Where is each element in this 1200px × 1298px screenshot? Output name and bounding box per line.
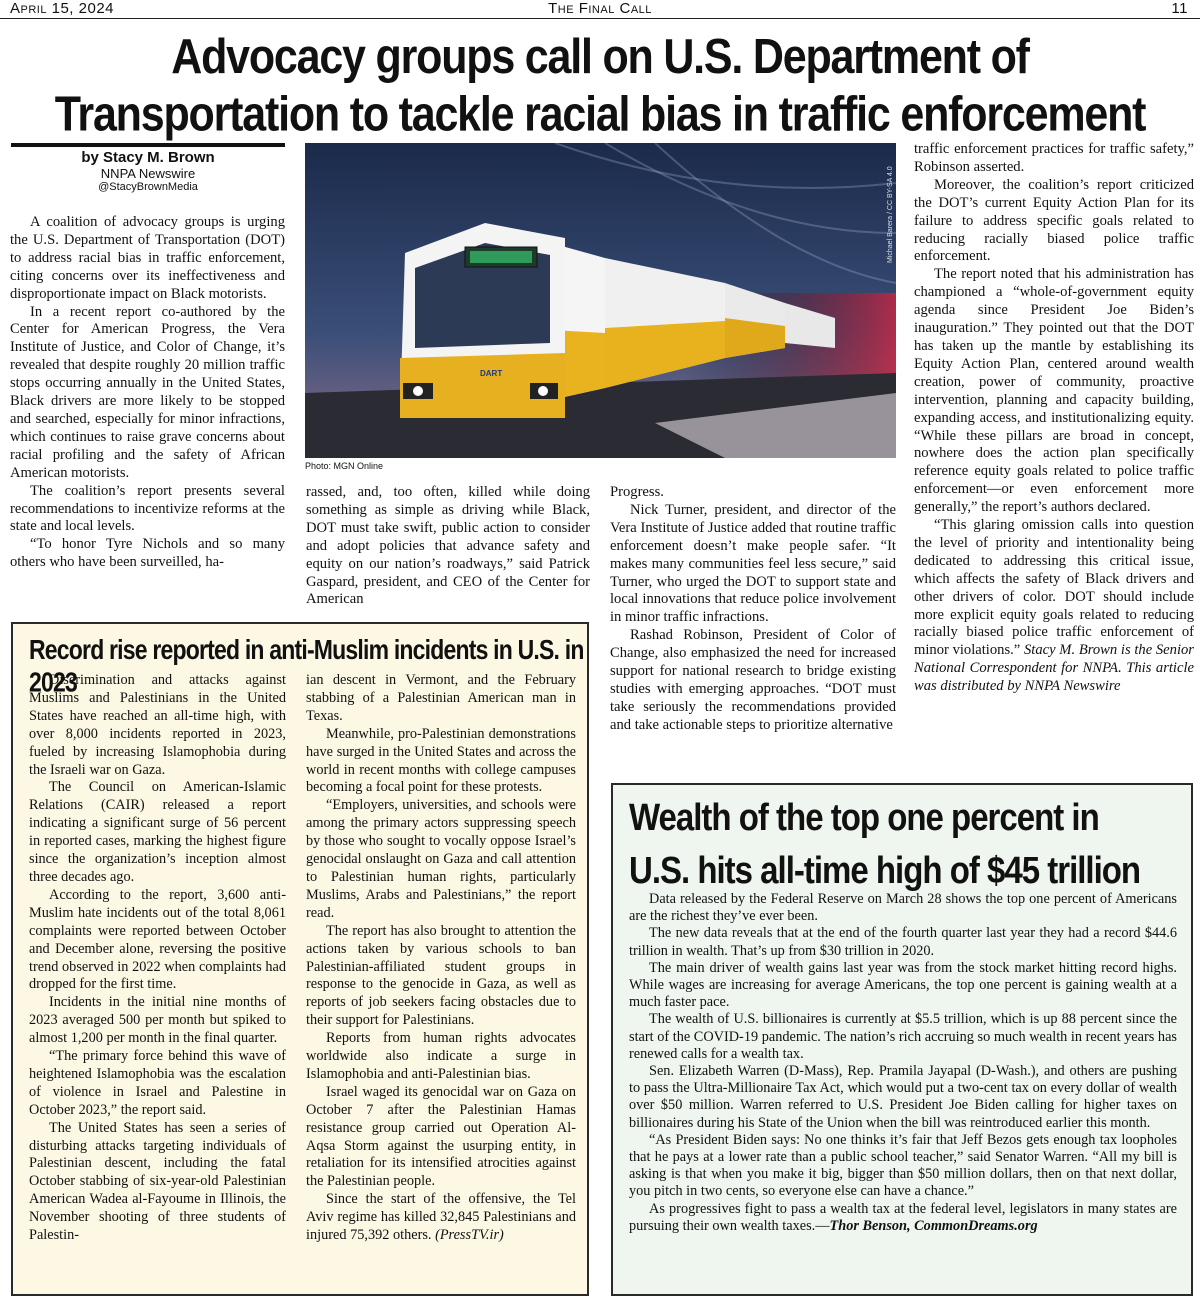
- article-paragraph: A coalition of advocacy groups is urging the U.S. Department of Transportation (DOT) to address racial bias in traffic enforcement, citing concerns over its ineffectiveness and disproportionate impact on Black motorists.: [10, 214, 285, 302]
- article-paragraph: Rashad Robinson, President of Color of Change, also emphasized the need for increased support for national research to bridge existing studies with emerging approaches. “DOT must take seriously the recommendations provided and take actionable steps to prioritize alternative: [610, 627, 896, 733]
- train-sign: DART: [480, 369, 503, 378]
- headline-line-1: Advocacy groups call on U.S. Department of: [171, 29, 1029, 85]
- wealth-headline-line-1: Wealth of the top one percent in: [629, 795, 1099, 839]
- main-headline: [0, 28, 1200, 143]
- sidebar-headline: Record rise reported in anti-Muslim incidents in U.S. in 2023: [29, 634, 584, 698]
- article-paragraph: Discrimination and attacks against Muslims and Palestinians in the United States have reached an all-time high, with over 8,000 incidents reported in 2023, fueled by increasing Islamophobia during the Israeli war on Gaza.: [29, 672, 286, 778]
- article-paragraph: rassed, and, too often, killed while doing something as simple as driving while Black, DOT must take swift, public action to consider and adopt policies that advance safety and equity on our nation’s roadways,” said Patrick Gaspard, president, and CEO of the Center for American: [306, 484, 590, 608]
- article-credit: Thor Benson, CommonDreams.org: [829, 1217, 1038, 1234]
- article-paragraph: traffic enforcement practices for traffic safety,” Robinson asserted.: [914, 141, 1194, 175]
- article-paragraph: The new data reveals that at the end of the fourth quarter last year they had a record $44.6 trillion in wealth. That’s up from $30 trillion in 2020.: [629, 925, 1177, 959]
- sidebar-column-2: [306, 672, 576, 1245]
- page-number: 11: [1171, 0, 1188, 17]
- train-photo: [305, 143, 896, 458]
- article-paragraph: “The primary force behind this wave of heightened Islamophobia was the escalation of violence in Israel and Palestine in October 2023,” the report said.: [29, 1048, 286, 1118]
- article-paragraph: Since the start of the offensive, the Tel Aviv regime has killed 32,845 Palestinians and injured 75,392 others. (PressTV.ir): [306, 1191, 576, 1244]
- article-paragraph: The main driver of wealth gains last year was from the stock market hitting record highs. While wages are increasing for average Americans, the top one percent is gaining wealth at a much faster pace.: [629, 959, 1177, 1011]
- wealth-headline: [629, 791, 1189, 897]
- article-paragraph: “This glaring omission calls into question the level of priority and intentionality being dedicated to addressing this critical issue, which affects the safety of Black drivers and other drivers of color. DOT should include more explicit equity goals related to reducing racially biased police traffic enforcement of minor violations.” Stacy M. Brown is the Senior National Correspondent for NNPA. This article was distributed by NNPA Newswire: [914, 517, 1194, 695]
- byline: [11, 149, 285, 193]
- article-paragraph: Sen. Elizabeth Warren (D-Mass), Rep. Pramila Jayapal (D-Wash.), and others are pushing to pass the Ultra-Millionaire Tax Act, which would put a two-cent tax on every dollar of wealth over $50 million. Warren referred to U.S. President Joe Biden calling for higher taxes on billionaires during his State of the Union when the bill was reintroduced earlier this month.: [629, 1063, 1177, 1131]
- wealth-headline-line-2: U.S. hits all-time high of $45 trillion: [629, 848, 1141, 892]
- article-paragraph: Nick Turner, president, and director of the Vera Institute of Justice added that routine traffic enforcement doesn’t make people safer. “It makes many communities feel less secure,” said Turner, who urged the DOT to support state and local innovations that reduce police involvement in minor traffic infractions.: [610, 501, 896, 626]
- article-paragraph: As progressives fight to pass a wealth tax at the federal level, legislators in many states are pursuing their own wealth taxes.—Thor Benson, CommonDreams.org: [629, 1200, 1177, 1234]
- article-column-1: [10, 214, 285, 572]
- article-paragraph: ian descent in Vermont, and the February stabbing of a Palestinian American man in Texas.: [306, 672, 576, 724]
- byline-handle: @StacyBrownMedia: [98, 181, 198, 193]
- sidebar-article-wealth: [611, 783, 1193, 1296]
- article-paragraph: Meanwhile, pro-Palestinian demonstrations have surged in the United States and across the world in recent months with college campuses becoming a focal point for these protests.: [306, 725, 576, 796]
- sidebar-article-muslim-incidents: [11, 622, 589, 1296]
- article-paragraph: Israel waged its genocidal war on Gaza on October 7 after the Palestinian Hamas resistance group carried out Operation Al-Aqsa Storm against the usurping entity, in retaliation for its intensified atrocities against the Palestinian people.: [306, 1083, 576, 1190]
- article-paragraph: Moreover, the coalition’s report criticized the DOT’s current Equity Action Plan for its failure to address specific goals related to reducing racially biased police traffic enforcement.: [914, 176, 1194, 265]
- article-paragraph: The wealth of U.S. billionaires is currently at $5.5 trillion, which is up 88 percent since the start of the COVID-19 pandemic. The nation’s rich accruing so much wealth in recent years has renewed calls for a wealth tax.: [629, 1011, 1177, 1062]
- header-rule: [0, 18, 1200, 19]
- article-paragraph: “Employers, universities, and schools were among the primary actors suppressing speech by those who sought to vocally oppose Israel’s genocidal onslaught on Gaza and call attention to Palestinian human rights, particularly Muslims, Arabs and Palestinians,” the report read.: [306, 797, 576, 921]
- train-illustration: [305, 143, 896, 458]
- byline-name: by Stacy M. Brown: [81, 149, 215, 166]
- paper-name: The Final Call: [548, 0, 652, 17]
- article-column-2: [306, 484, 590, 609]
- article-paragraph: Data released by the Federal Reserve on March 28 shows the top one percent of Americans are the richest they’ve ever been.: [629, 891, 1177, 925]
- article-paragraph: “As President Biden says: No one thinks it’s fair that Jeff Bezos gets enough tax loopholes that he pays at a lower rate than a public school teacher,” said Senator Warren. “All my bill is asking is that when you make it big, bigger than $50 million dollars, then on that next dollar, you pitch in two cents, so everyone else can have a chance.”: [629, 1131, 1177, 1200]
- article-paragraph: “To honor Tyre Nichols and so many others who have been surveilled, ha-: [10, 536, 285, 571]
- article-source: (PressTV.ir): [435, 1227, 504, 1244]
- sidebar-column-1: [29, 672, 286, 1245]
- article-paragraph: The report has also brought to attention the actions taken by various schools to ban Palestinian-affiliated student groups in response to the genocide in Gaza, as well as reports of job seekers facing obstacles due to their support for Palestinians.: [306, 922, 576, 1029]
- article-paragraph: Incidents in the initial nine months of 2023 averaged 500 per month but spiked to almost 1,200 per month in the final quarter.: [29, 994, 286, 1047]
- author-tagline: Stacy M. Brown is the Senior National Correspondent for NNPA. This article was distributed by NNPA Newswire: [914, 642, 1194, 695]
- article-paragraph: According to the report, 3,600 anti-Muslim hate incidents out of the total 8,061 complaints were reported between October and December alone, reversing the positive trend observed in 2022 when complaints had dropped for the first time.: [29, 886, 286, 993]
- article-paragraph: The coalition’s report presents several recommendations to incentivize reforms at the state and local levels.: [10, 482, 285, 535]
- article-column-3: [610, 484, 896, 735]
- headline-line-2: Transportation to tackle racial bias in traffic enforcement: [54, 86, 1146, 142]
- byline-org: NNPA Newswire: [100, 166, 196, 181]
- photo-side-credit: Michael Barera / CC BY-SA 4.0: [887, 166, 894, 263]
- wealth-body: [629, 891, 1177, 1235]
- article-paragraph: Reports from human rights advocates worldwide also indicate a surge in Islamophobia and anti-Palestinian bias.: [306, 1030, 576, 1082]
- article-paragraph: Progress.: [610, 484, 664, 500]
- article-paragraph: The Council on American-Islamic Relations (CAIR) released a report indicating a significant surge of 56 percent in reported cases, marking the highest figure since the organization’s inception almost three decades ago.: [29, 779, 286, 885]
- article-column-4: [914, 141, 1194, 696]
- byline-rule: [11, 143, 285, 147]
- article-paragraph: In a recent report co-authored by the Center for American Progress, the Vera Institute of Justice, and Color of Change, it’s revealed that despite roughly 20 million traffic stops occurring annually in the United States, Black drivers are more likely to be stopped and searched, especially for minor infractions, which continues to raise grave concerns about racial profiling and the safety of African American motorists.: [10, 303, 285, 481]
- article-paragraph: The report noted that his administration has championed a “whole-of-government equity agenda since President Joe Biden’s inauguration.” They pointed out that the DOT has taken up the mantle by establishing its Equity Action Plan, centered around wealth creation, power of community, proactive intervention, planning and capacity building, expanding access, and institutionalizing equity. “While these pillars are broad in concept, nowhere does the action plan specifically reference equity goals related to police traffic enforcement—or even enforcement more generally,” the report’s authors declared.: [914, 266, 1194, 516]
- article-paragraph: The United States has seen a series of disturbing attacks targeting individuals of Palestinian descent, including the fatal October stabbing of six-year-old Palestinian American Wadea al-Fayoume in Illinois, the November shooting of three students of Palestin-: [29, 1119, 286, 1244]
- issue-date: April 15, 2024: [10, 0, 115, 17]
- photo-credit: Photo: MGN Online: [305, 461, 384, 471]
